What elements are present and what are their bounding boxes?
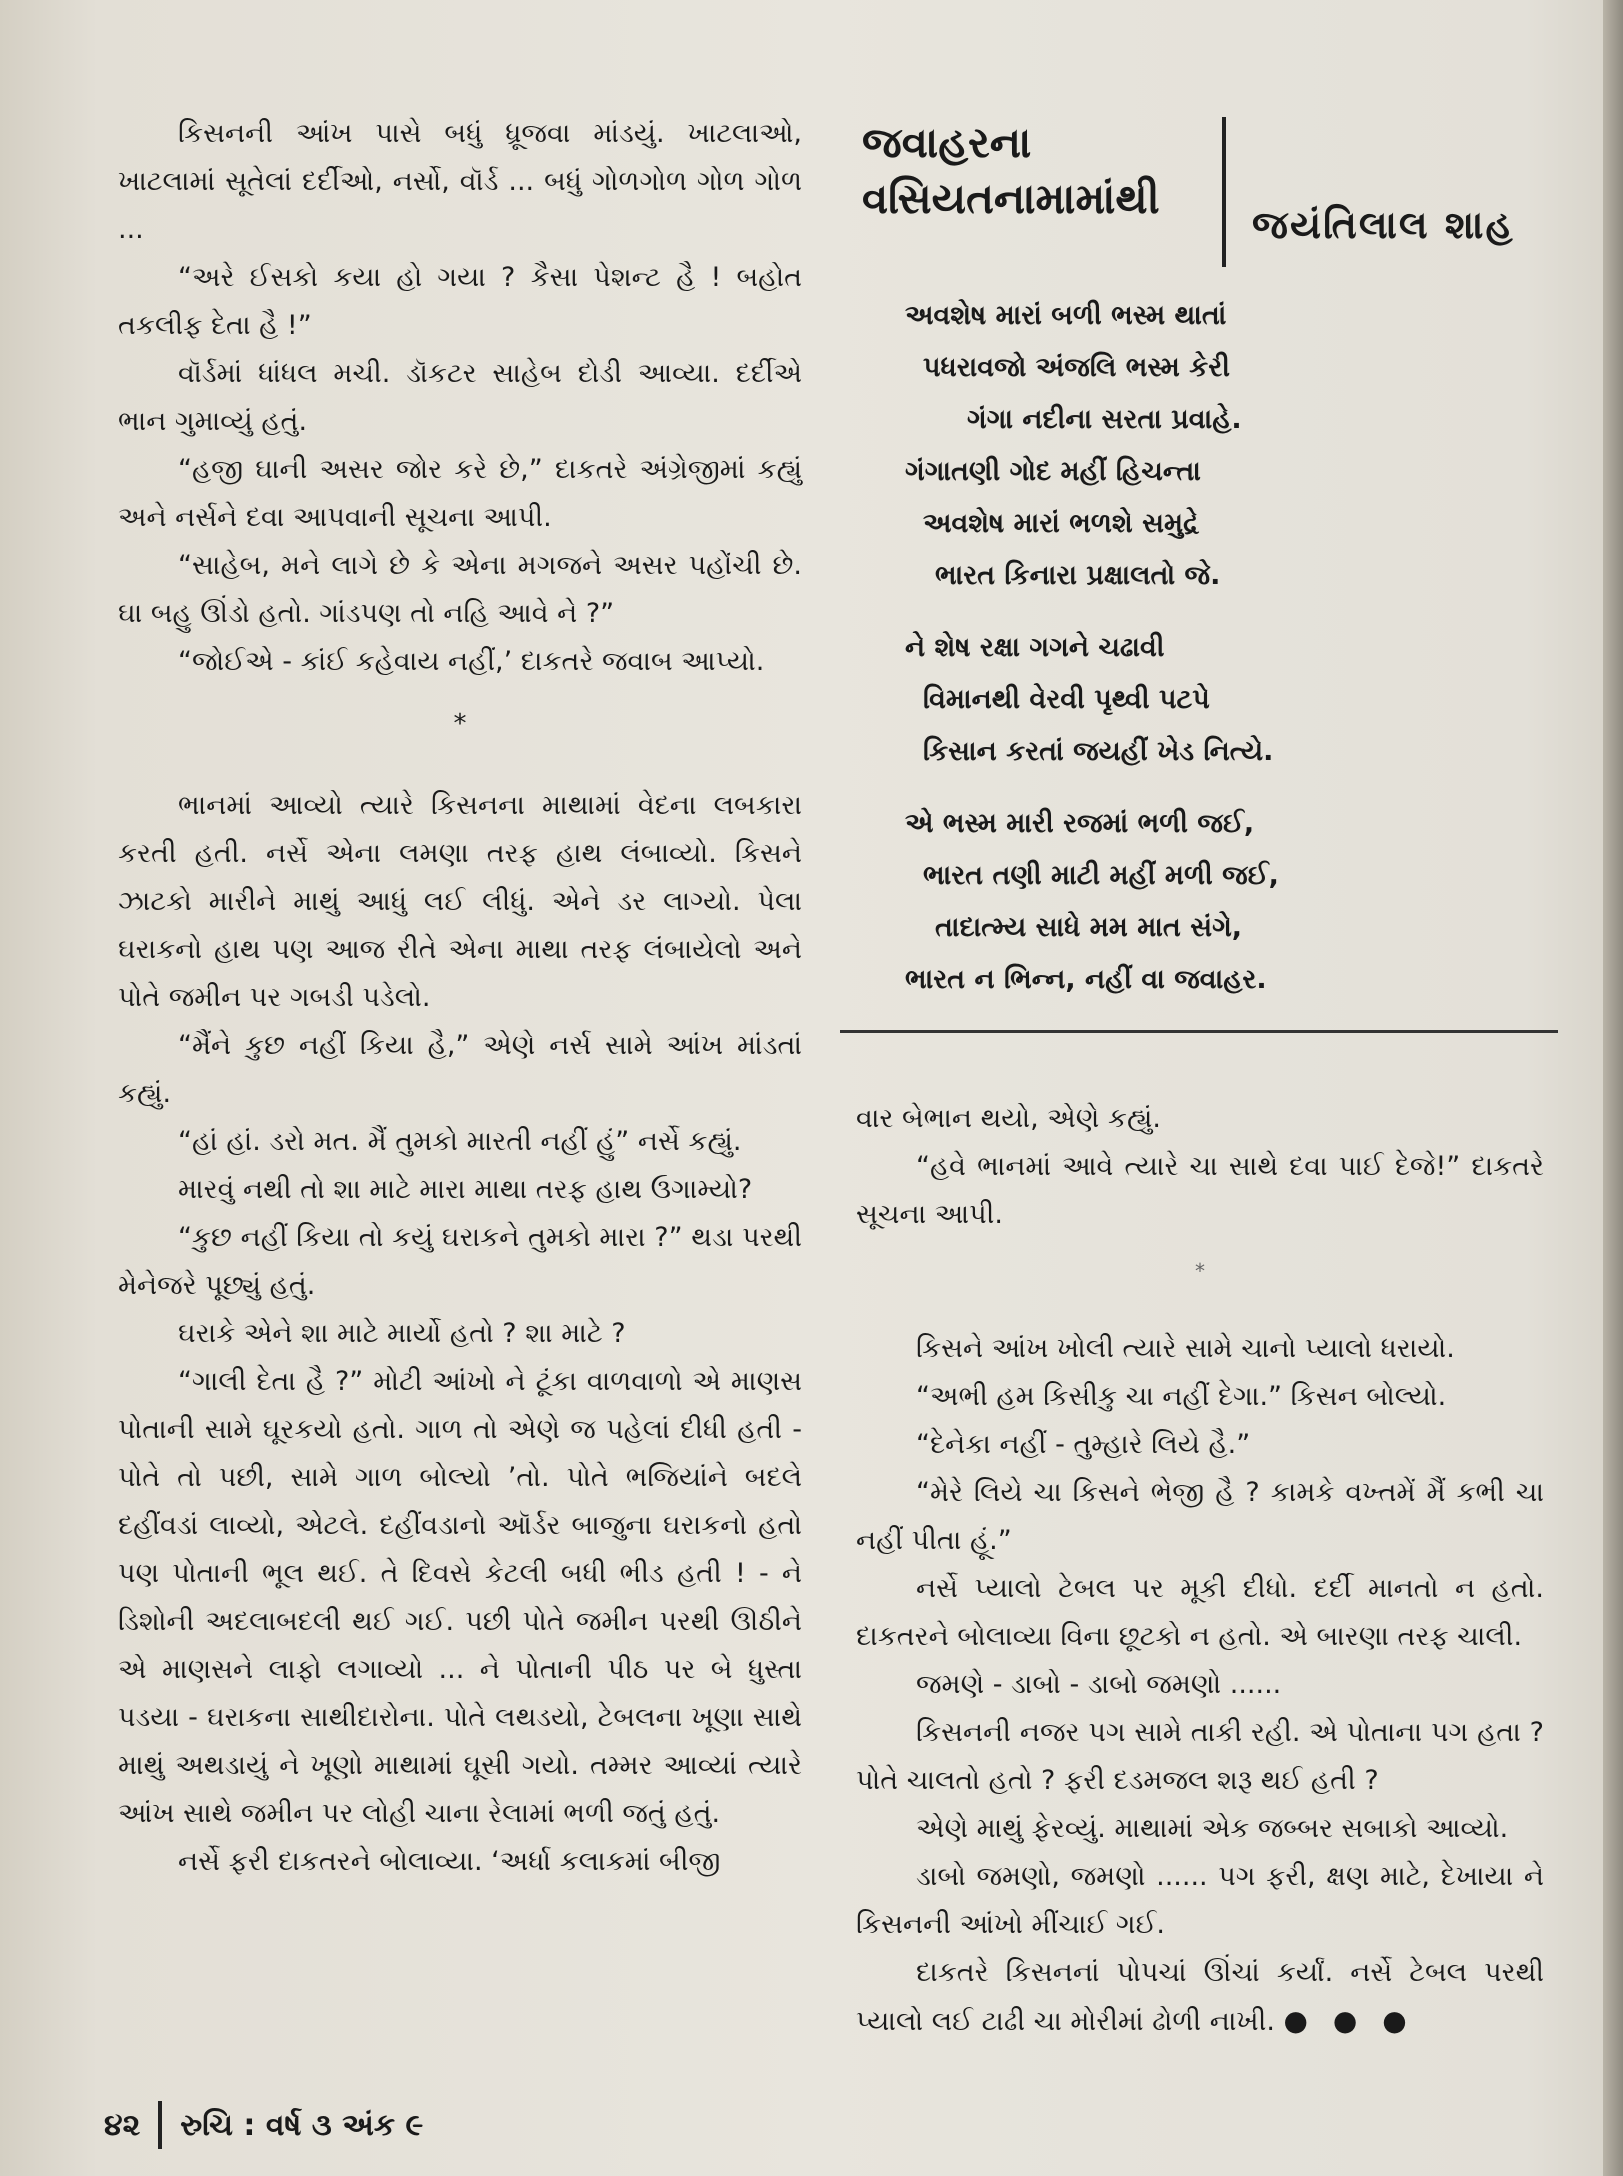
poem-title-line: જવાહરના [862, 118, 1032, 167]
paragraph: એણે માથું ફેરવ્યું. માથામાં એક જબ્બર સબાકો આવ્યો. [916, 1813, 1509, 1844]
poem-author: જયંતિલાલ શાહ [1252, 203, 1515, 247]
paragraph: વાર બેભાન થયો, એણે કહ્યું. [856, 1103, 1161, 1134]
paragraph [856, 1949, 1544, 2046]
footer-divider [158, 2101, 162, 2149]
paragraph: જમણે - ડાબો - ડાબો જમણો ...... [916, 1669, 1282, 1700]
paragraph: નર્સે ફરી દાકતરને બોલાવ્યા. ‘અર્ધા કલાકમાં બીજી [178, 1846, 721, 1877]
paragraph: વૉર્ડમાં ધાંધલ મચી. ડૉકટર સાહેબ દોડી આવ્યા. દર્દીએ ભાન ગુમાવ્યું હતું. [118, 358, 802, 437]
page-edge [1603, 0, 1623, 2176]
magazine-issue: રુચિ : વર્ષ ૩ અંક ૯ [180, 2107, 424, 2143]
paragraph: “દેનેકા નહીં - તુમ્હારે લિયે હૈ.” [916, 1429, 1251, 1460]
paragraph: કિસનની નજર પગ સામે તાકી રહી. એ પોતાના પગ હતા ? પોતે ચાલતો હતો ? ફરી દડમજલ શરૂ થઈ હતી ? [856, 1717, 1544, 1796]
paragraph: “કુછ નહીં કિયા તો કયું ઘરાકને તુમકો મારા ?” થડા પરથી મેનેજરે પૂછ્યું હતું. [118, 1222, 802, 1301]
poem-line: એ ભસ્મ મારી રજમાં ભળી જઈ, [905, 808, 1255, 839]
paragraph: ઘરાકે એને શા માટે માર્યો હતો ? શા માટે ? [178, 1318, 626, 1349]
poem-body [905, 290, 1525, 1026]
poem-line: વિમાનથી વેરવી પૃથ્વી પટપે [923, 684, 1210, 715]
section-separator: * [453, 709, 467, 739]
end-mark: ● ● ● [1283, 2004, 1415, 2037]
poem-line: કિસાન કરતાં જયહીં ખેડ નિત્યે. [923, 736, 1274, 767]
paragraph-text: દાકતરે કિસનનાં પોપચાં ઊંચાં કર્યાં. નર્સે ટેબલ પરથી પ્યાલો લઈ ટાઢી ચા મોરીમાં ઢોળી નાખી. [856, 1957, 1544, 2037]
poem-title [862, 115, 1160, 227]
paragraph: ભાનમાં આવ્યો ત્યારે કિસનના માથામાં વેદના લબકારા કરતી હતી. નર્સે એના લમણા તરફ હાથ લંબાવ્યો. કિસને ઝાટકો મારીને માથું આધું લઈ લીધું. એને ડર લાગ્યો. પેલા ઘરાકનો હાથ પણ આજ રીતે એના માથા તરફ લંબાયેલો અને પોતે જમીન પર ગબડી પડેલો. [118, 790, 802, 1013]
poem-line: ગંગાતણી ગોદ મહીં હિચન્તા [905, 456, 1201, 487]
poem-line: ગંગા નદીના સરતા પ્રવાહે. [967, 404, 1242, 435]
poem-header [862, 115, 1562, 285]
paragraph: “અભી હમ કિસીકુ ચા નહીં દેગા.” કિસન બોલ્યો. [916, 1381, 1447, 1412]
poem-line: ભારત ન ભિન્ન, નહીં વા જવાહર. [905, 964, 1267, 995]
paragraph: “હજી ઘાની અસર જોર કરે છે,” દાકતરે અંગ્રેજીમાં કહ્યું અને નર્સને દવા આપવાની સૂચના આપી. [118, 454, 802, 533]
paragraph: ડાબો જમણો, જમણો ...... પગ ફરી, ક્ષણ માટે, દેખાયા ને કિસનની આંખો મીંચાઈ ગઈ. [856, 1861, 1544, 1940]
poem-line: ને શેષ રક્ષા ગગને ચઢાવી [905, 632, 1165, 663]
paragraph: “અરે ઈસકો કયા હો ગયા ? કૈસા પેશન્ટ હૈ ! બહોત તકલીફ દેતા હૈ !” [118, 262, 802, 341]
paragraph: “હાં હાં. ડરો મત. મૈં તુમકો મારતી નહીં હું” નર્સે કહ્યું. [178, 1126, 742, 1157]
poem-title-line: વસિયતનામામાંથી [862, 174, 1160, 223]
page-number: ૪૨ [104, 2107, 141, 2143]
poem-line: પધરાવજો અંજલિ ભસ્મ કેરી [923, 352, 1230, 383]
poem-line: અવશેષ મારાં ભળશે સમુદ્રે [923, 508, 1200, 539]
poem-line: અવશેષ મારાં બળી ભસ્મ થાતાં [905, 300, 1227, 331]
section-separator: * [1195, 1259, 1205, 1283]
header-divider [1222, 117, 1226, 267]
paragraph: “સાહેબ, મને લાગે છે કે એના મગજને અસર પહોંચી છે. ઘા બહુ ઊંડો હતો. ગાંડપણ તો નહિ આવે ને ?” [118, 550, 802, 629]
story-right-column [856, 1095, 1544, 2046]
poem-stanza [905, 622, 1525, 778]
poem-line: ભારત તણી માટી મહીં મળી જઈ, [923, 860, 1279, 891]
paragraph: નર્સે પ્યાલો ટેબલ પર મૂકી દીધો. દર્દી માનતો ન હતો. દાકતરને બોલાવ્યા વિના છૂટકો ન હતો. એ બારણા તરફ ચાલી. [856, 1573, 1544, 1652]
poem-line: તાદાત્મ્ય સાધે મમ માત સંગે, [935, 912, 1243, 943]
paragraph: કિસનની આંખ પાસે બધું ધ્રૂજવા માંડયું. ખાટલાઓ, ખાટલામાં સૂતેલાં દર્દીઓ, નર્સો, વૉર્ડ ... બધું ગોળગોળ ગોળ ગોળ ... [118, 118, 802, 245]
paragraph: “હવે ભાનમાં આવે ત્યારે ચા સાથે દવા પાઈ દેજે!” દાકતરે સૂચના આપી. [856, 1151, 1544, 1230]
poem-line: ભારત કિનારા પ્રક્ષાલતો જે. [935, 560, 1221, 591]
paragraph: કિસને આંખ ખોલી ત્યારે સામે ચાનો પ્યાલો ધરાયો. [916, 1333, 1455, 1364]
section-divider [840, 1030, 1558, 1033]
poem-stanza [905, 290, 1525, 602]
paragraph: “મેરે લિયે ચા કિસને ભેજી હૈ ? કામકે વખ્તમેં મૈં કભી ચા નહીં પીતા હૂં.” [856, 1477, 1544, 1556]
poem-stanza [905, 798, 1525, 1006]
paragraph: “મૈંને કુછ નહીં કિયા હૈ,” એણે નર્સ સામે આંખ માંડતાં કહ્યું. [118, 1030, 802, 1109]
story-left-column [118, 110, 802, 1886]
paragraph: મારવું નથી તો શા માટે મારા માથા તરફ હાથ ઉગામ્યો? [178, 1174, 753, 1205]
paragraph: “જોઈએ - કાંઈ કહેવાય નહીં,’ દાકતરે જવાબ આપ્યો. [178, 646, 765, 677]
page-footer [104, 2100, 423, 2150]
paragraph: “ગાલી દેતા હૈ ?” મોટી આંખો ને ટૂંકા વાળવાળો એ માણસ પોતાની સામે ઘૂરકયો હતો. ગાળ તો એણે જ પહેલાં દીધી હતી - પોતે તો પછી, સામે ગાળ બોલ્યો ’તો. પોતે ભજિયાંને બદલે દહીંવડાં લાવ્યો, એટલે. દહીંવડાનો ઑર્ડર બાજુના ઘરાકનો હતો પણ પોતાની ભૂલ થઈ. તે દિવસે કેટલી બધી ભીડ હતી ! - ને ડિશોની અદલાબદલી થઈ ગઈ. પછી પોતે જમીન પરથી ઊઠીને એ માણસને લાફો લગાવ્યો ... ને પોતાની પીઠ પર બે ધુસ્તા પડયા - ઘરાકના સાથીદારોના. પોતે લથડયો, ટેબલના ખૂણા સાથે માથું અથડાયું ને ખૂણો માથામાં ઘૂસી ગયો. તમ્મર આવ્યાં ત્યારે આંખ સાથે જમીન પર લોહી ચાના રેલામાં ભળી જતું હતું. [118, 1366, 802, 1829]
